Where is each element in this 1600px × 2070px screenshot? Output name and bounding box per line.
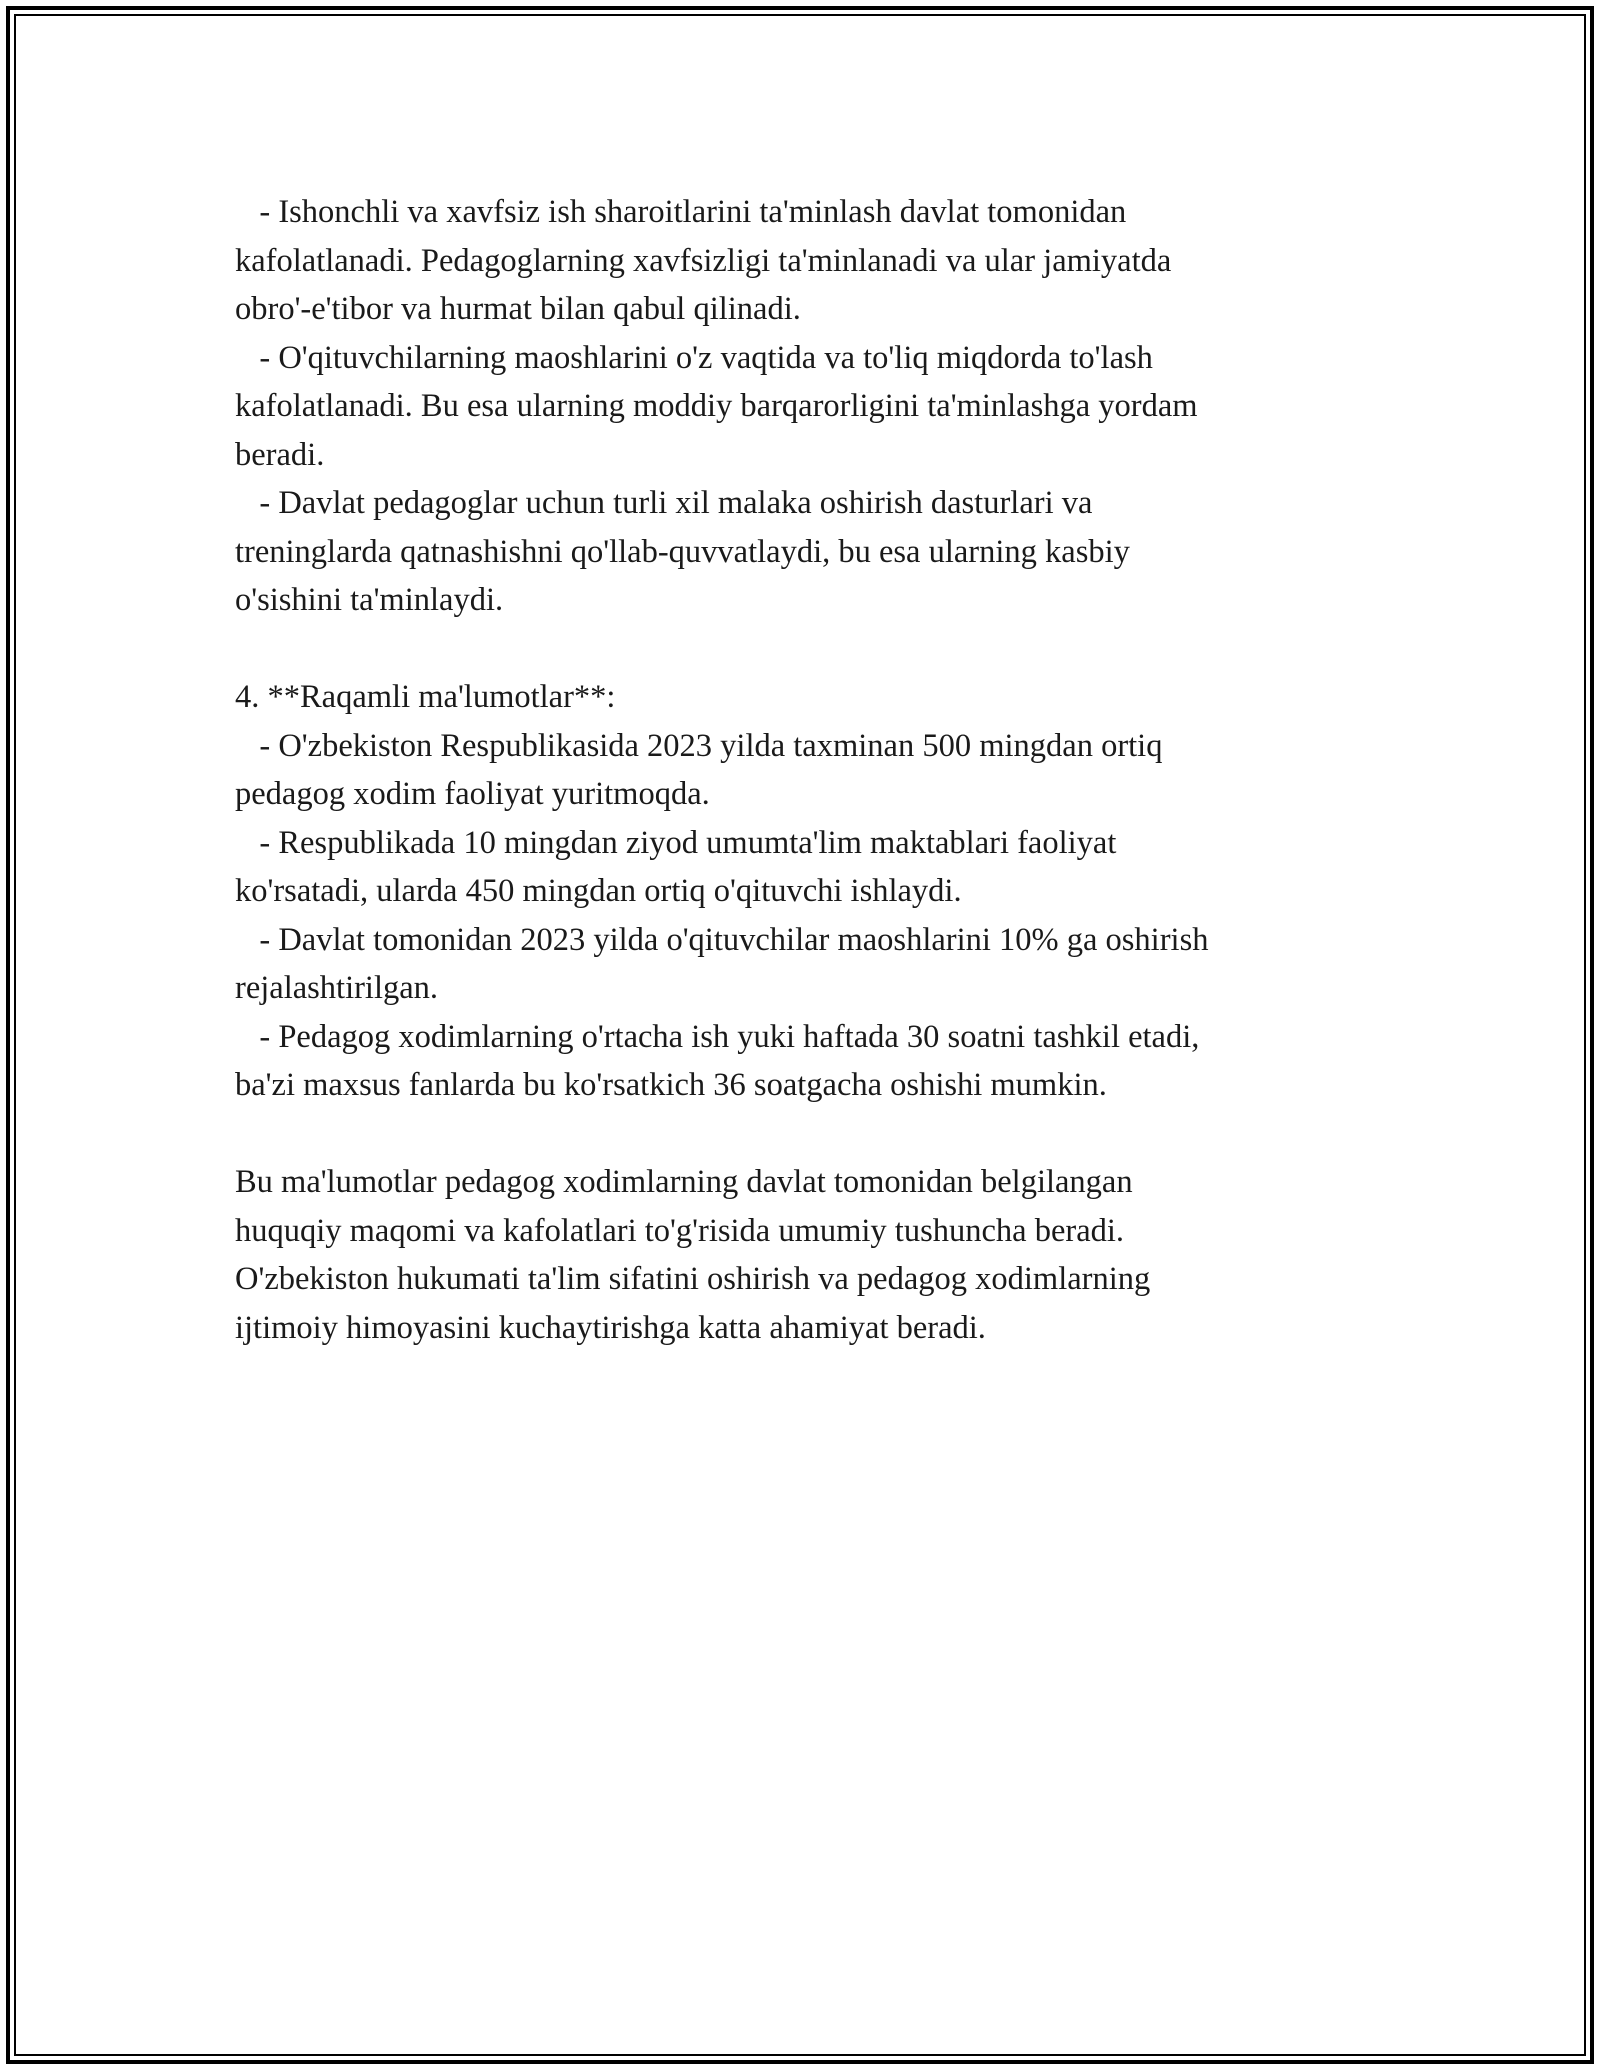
text-line: treninglarda qatnashishni qo'llab-quvvatlaydi, bu esa ularning kasbiy [235, 533, 1130, 570]
text-line: - Davlat pedagoglar uchun turli xil malaka oshirish dasturlari va [235, 485, 1093, 521]
text-line: o'sishini ta'minlaydi. [235, 582, 504, 618]
text-line: - Davlat tomonidan 2023 yilda o'qituvchilar maoshlarini 10% ga oshirish [235, 921, 1209, 958]
guarantees-section [235, 188, 1375, 625]
text-line: ba'zi maxsus fanlarda bu ko'rsatkich 36 soatgacha oshishi mumkin. [235, 1067, 1107, 1103]
text-line: obro'-e'tibor va hurmat bilan qabul qilinadi. [235, 291, 801, 327]
document-body [235, 188, 1375, 1352]
text-line: rejalashtirilgan. [235, 970, 439, 1006]
paragraph-gap [235, 1110, 1375, 1159]
conclusion-paragraph [235, 1158, 1375, 1352]
text-line: - Respublikada 10 mingdan ziyod umumta'lim maktablari faoliyat [235, 824, 1117, 861]
text-line: - O'zbekiston Respublikasida 2023 yilda taxminan 500 mingdan ortiq [235, 727, 1163, 764]
text-line: Bu ma'lumotlar pedagog xodimlarning davlat tomonidan belgilangan [235, 1164, 1133, 1200]
text-line: kafolatlanadi. Pedagoglarning xavfsizligi ta'minlanadi va ular jamiyatda [235, 242, 1172, 279]
statistics-section [235, 673, 1375, 1110]
text-line: - O'qituvchilarning maoshlarini o'z vaqtida va to'liq miqdorda to'lash [235, 339, 1153, 376]
text-line: pedagog xodim faoliyat yuritmoqda. [235, 776, 710, 812]
text-line: beradi. [235, 436, 325, 473]
section-heading: 4. **Raqamli ma'lumotlar**: [235, 679, 616, 715]
text-line: - Pedagog xodimlarning o'rtacha ish yuki haftada 30 soatni tashkil etadi, [235, 1018, 1200, 1055]
text-line: - Ishonchli va xavfsiz ish sharoitlarini ta'minlash davlat tomonidan [235, 194, 1127, 230]
paragraph-gap [235, 625, 1375, 674]
text-line: ijtimoiy himoyasini kuchaytirishga katta ahamiyat beradi. [235, 1309, 986, 1346]
text-line: huquqiy maqomi va kafolatlari to'g'risida umumiy tushuncha beradi. [235, 1212, 1125, 1249]
text-line: kafolatlanadi. Bu esa ularning moddiy barqarorligini ta'minlashga yordam [235, 388, 1198, 424]
text-line: ko'rsatadi, ularda 450 mingdan ortiq o'qituvchi ishlaydi. [235, 873, 962, 909]
text-line: O'zbekiston hukumati ta'lim sifatini oshirish va pedagog xodimlarning [235, 1261, 1151, 1297]
